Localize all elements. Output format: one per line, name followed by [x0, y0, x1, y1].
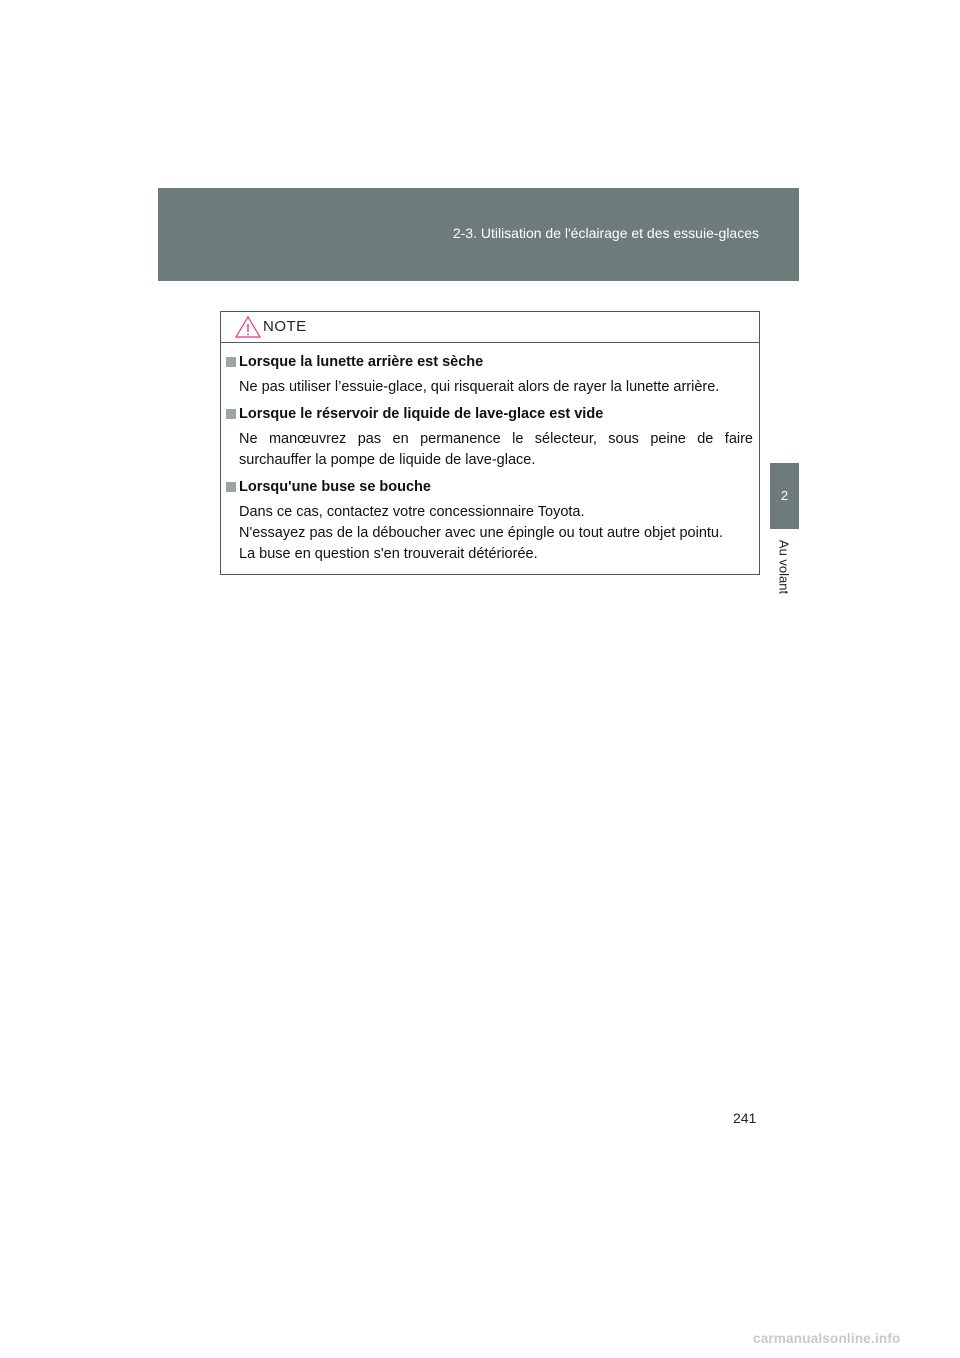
header-band	[158, 188, 799, 281]
square-bullet-icon	[226, 409, 236, 419]
note-item-heading-text: Lorsqu'une buse se bouche	[239, 479, 431, 495]
note-item-text	[225, 429, 753, 471]
note-title: NOTE	[263, 318, 307, 335]
note-item-heading-text: Lorsque le réservoir de liquide de lave-glace est vide	[239, 406, 604, 422]
watermark-text: carmanualsonline.info	[753, 1331, 901, 1346]
note-body	[221, 343, 759, 565]
note-header	[221, 312, 759, 343]
square-bullet-icon	[226, 357, 236, 367]
note-box	[220, 311, 760, 575]
page-number: 241	[733, 1110, 757, 1126]
note-item-heading	[225, 477, 753, 498]
note-item-line: N'essayez pas de la déboucher avec une épingle ou tout autre objet pointu.	[239, 525, 724, 541]
note-item-text	[225, 377, 753, 398]
note-item-heading	[225, 352, 753, 373]
note-item-line: La buse en question s'en trouverait détériorée.	[239, 546, 538, 562]
note-item-line: Ne manœuvrez pas en permanence le sélecteur, sous peine de faire surchauffer la pompe de liquide de lave-glace.	[239, 431, 753, 468]
note-item-text	[225, 502, 753, 565]
note-item	[225, 352, 753, 398]
chapter-tab	[770, 463, 799, 529]
note-item	[225, 477, 753, 565]
section-title: 2-3. Utilisation de l'éclairage et des essuie-glaces	[452, 225, 759, 241]
note-item-heading	[225, 404, 753, 425]
note-item-line: Ne pas utiliser l’essuie-glace, qui risquerait alors de rayer la lunette arrière.	[239, 379, 720, 395]
warning-triangle-icon	[234, 315, 262, 339]
note-item-line: Dans ce cas, contactez votre concessionnaire Toyota.	[239, 504, 585, 520]
square-bullet-icon	[226, 482, 236, 492]
chapter-number: 2	[780, 488, 789, 503]
note-item-heading-text: Lorsque la lunette arrière est sèche	[239, 354, 484, 370]
note-item	[225, 404, 753, 471]
chapter-label: Au volant	[776, 539, 792, 595]
